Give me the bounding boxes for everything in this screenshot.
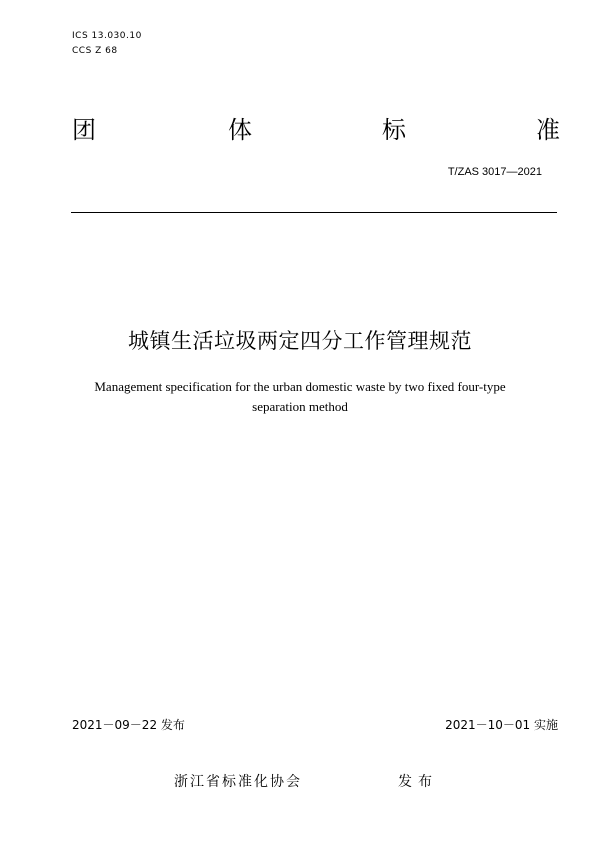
- title-english-line: separation method: [252, 399, 348, 414]
- publish-action: 发布: [398, 774, 438, 790]
- standard-type-heading: [72, 114, 562, 146]
- title-chinese: 城镇生活垃圾两定四分工作管理规范: [128, 329, 472, 353]
- standard-number: T/ZAS 3017—2021: [447, 166, 542, 178]
- standard-type-char: 体: [228, 116, 252, 144]
- publisher-name: 浙江省标准化协会: [174, 774, 302, 790]
- standard-type-char: 准: [536, 116, 560, 144]
- title-english-line: Management specification for the urban domestic waste by two fixed four-type: [94, 379, 506, 394]
- ccs-code: CCS Z 68: [72, 46, 118, 56]
- standard-type-char: 标: [382, 116, 406, 144]
- issue-date: 2021－09－22 发布: [72, 718, 185, 732]
- standard-type-char: 团: [72, 116, 96, 144]
- implementation-date: 2021－10－01 实施: [445, 718, 558, 732]
- ics-code: ICS 13.030.10: [72, 31, 142, 41]
- header-divider: [71, 212, 557, 213]
- title-english: [40, 377, 560, 417]
